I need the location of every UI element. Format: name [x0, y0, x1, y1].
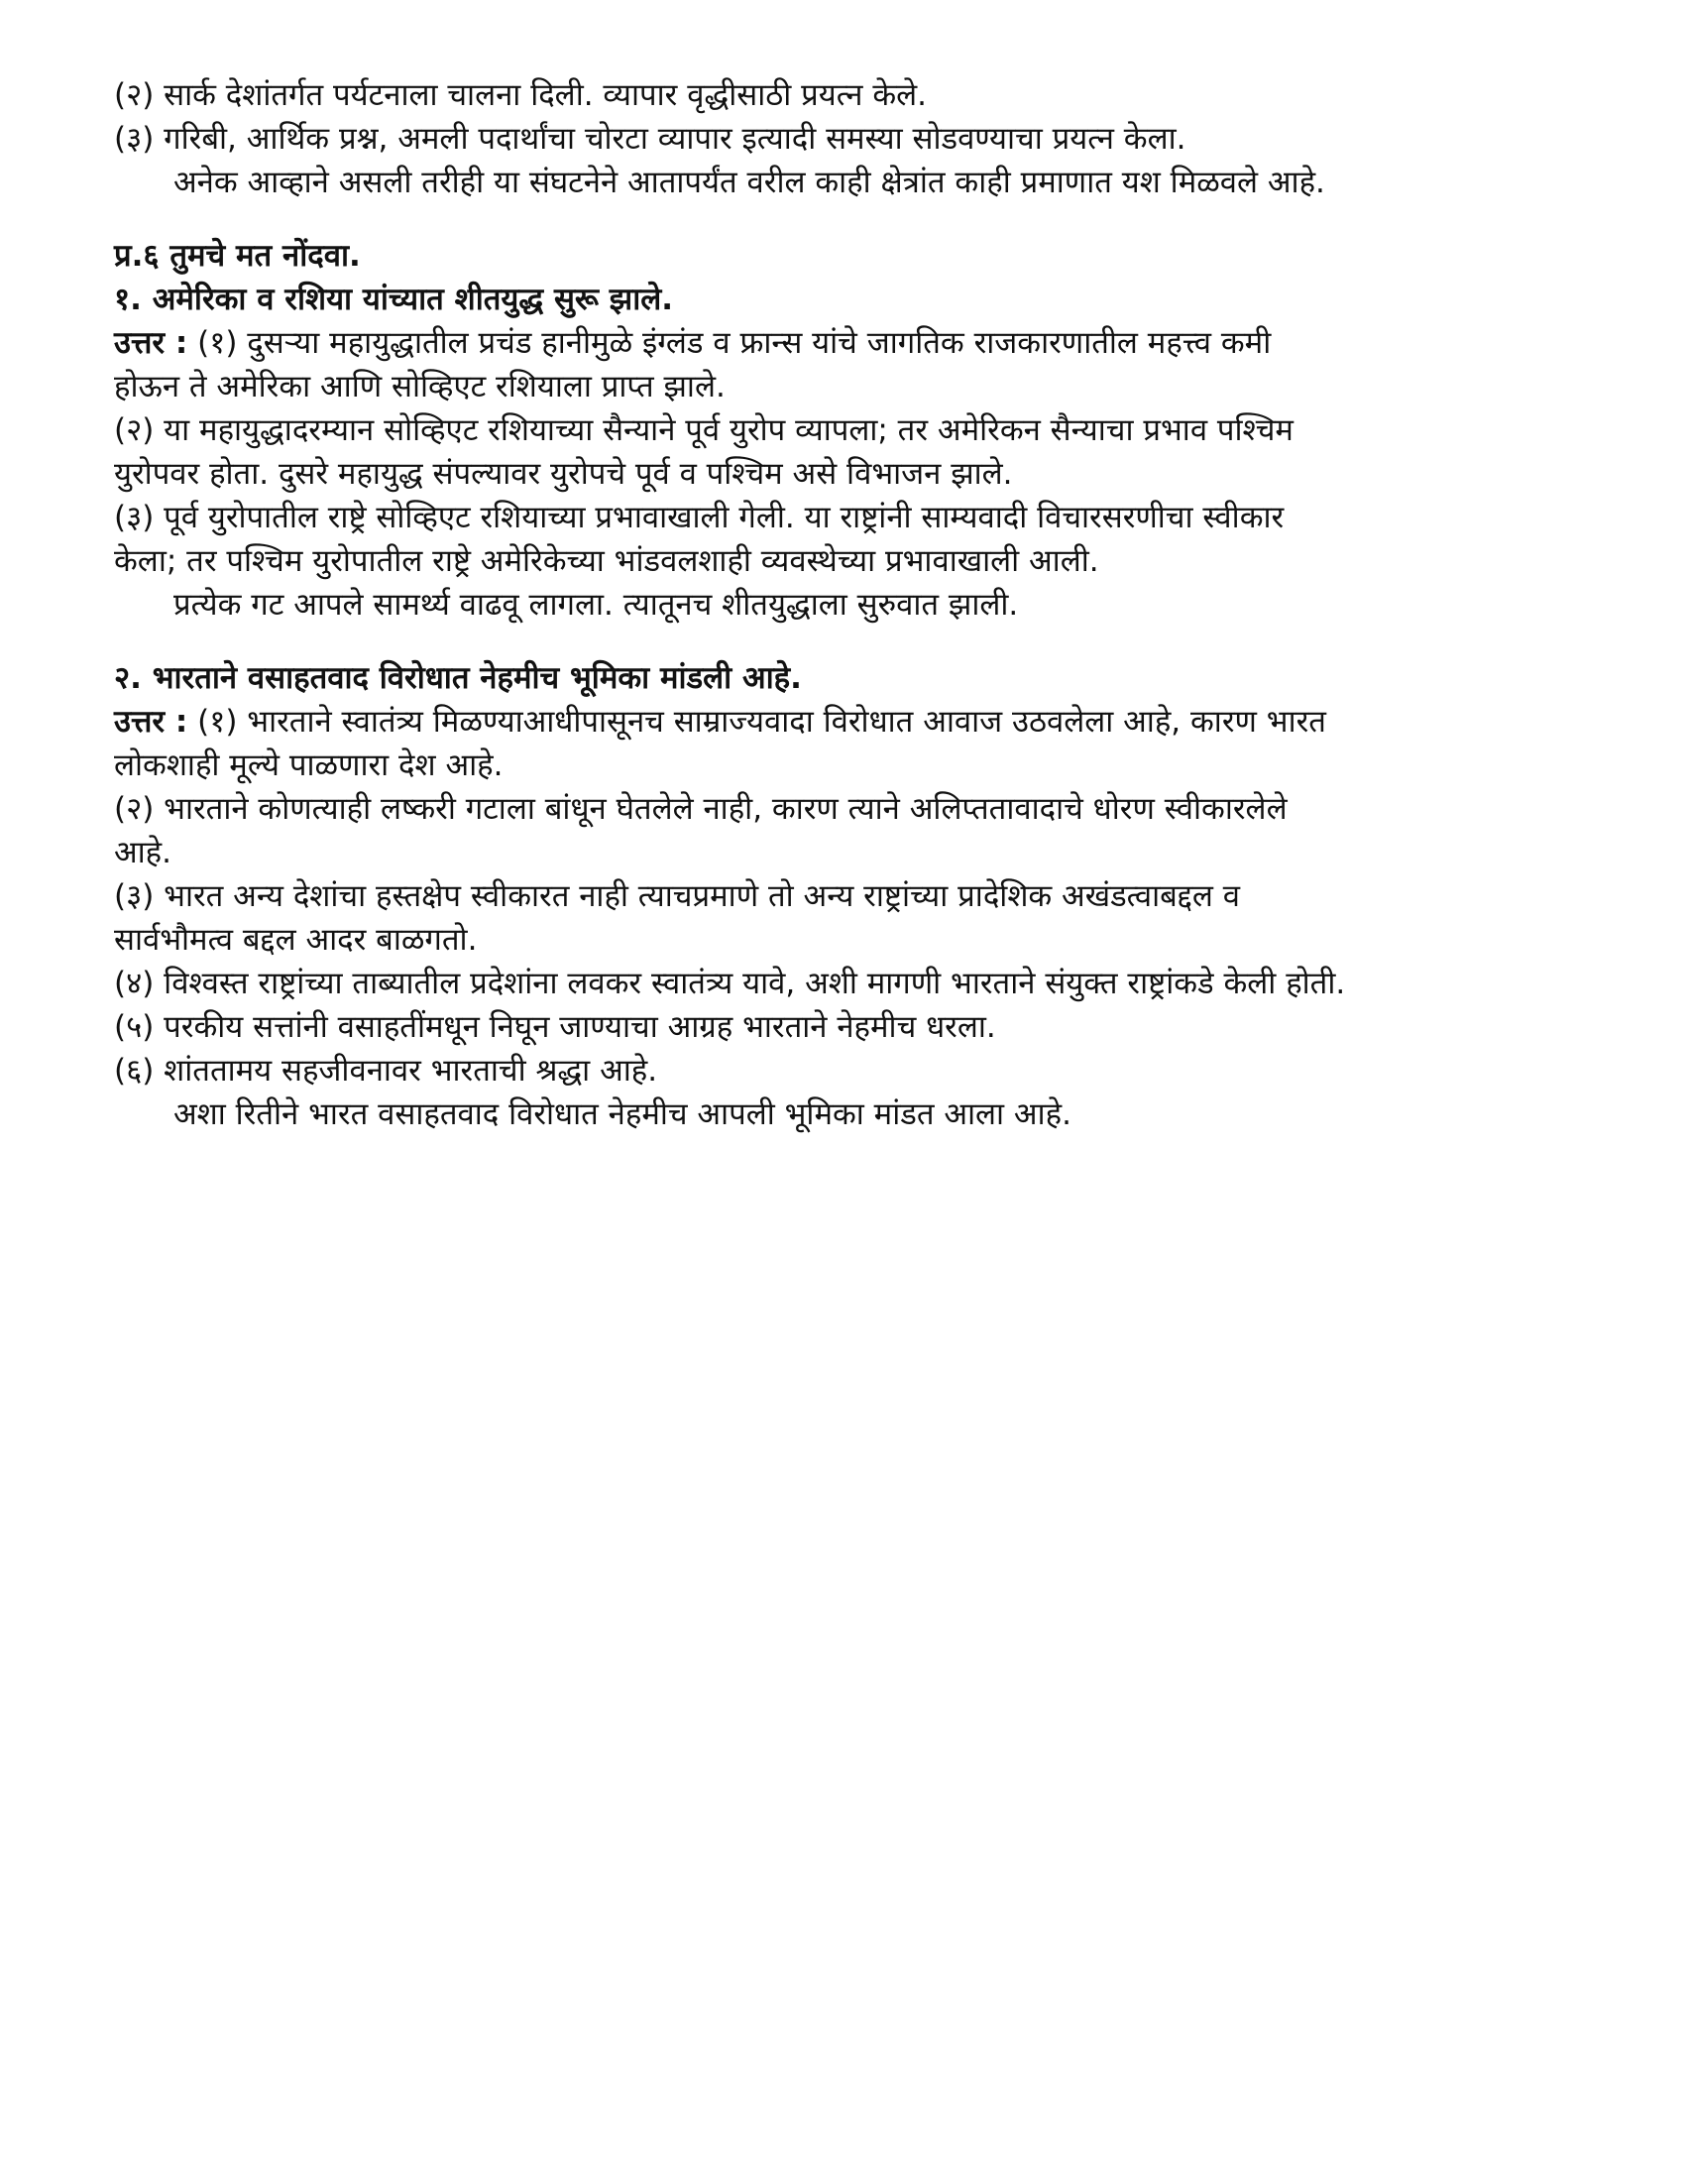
- question-2-answer-line-4: आहे.: [114, 835, 171, 870]
- question-1-answer-line-1: [114, 321, 1601, 365]
- question-1-conclusion: प्रत्येक गट आपले सामर्थ्य वाढवू लागला. त्यातूनच शीतयुद्धाला सुरुवात झाली.: [173, 587, 1019, 623]
- answer-label: उत्तर :: [114, 325, 188, 361]
- question-1-answer-line-3: (२) या महायुद्धादरम्यान सोव्हिएट रशियाच्या सैन्याने पूर्व युरोप व्यापला; तर अमेरिकन सैन्याचा प्रभाव पश्चिम: [114, 412, 1294, 448]
- question-1-answer-line-6: केला; तर पश्चिम युरोपातील राष्ट्रे अमेरिकेच्या भांडवलशाही व्यवस्थेच्या प्रभावाखाली आली.: [114, 543, 1099, 579]
- question-1-answer-line-4: युरोपवर होता. दुसरे महायुद्ध संपल्यावर युरोपचे पूर्व व पश्चिम असे विभाजन झाले.: [114, 456, 1013, 492]
- document-page: [114, 73, 1601, 1136]
- intro-line-1: (२) सार्क देशांतर्गत पर्यटनाला चालना दिली. व्यापार वृद्धीसाठी प्रयत्न केले.: [114, 77, 928, 113]
- answer-label: उत्तर :: [114, 704, 188, 740]
- question-1-answer-line-2: होऊन ते अमेरिका आणि सोव्हिएट रशियाला प्राप्त झाले.: [114, 369, 726, 404]
- intro-line-2: (३) गरिबी, आर्थिक प्रश्न, अमली पदार्थांचा चोरटा व्यापार इत्यादी समस्या सोडवण्याचा प्रयत्न केला.: [114, 121, 1186, 157]
- question-2-answer-line-6: सार्वभौमत्व बद्दल आदर बाळगतो.: [114, 922, 478, 958]
- question-2-answer-line-2: लोकशाही मूल्ये पाळणारा देश आहे.: [114, 747, 504, 783]
- question-2-answer-line-9: (६) शांततामय सहजीवनावर भारताची श्रद्धा आहे.: [114, 1053, 658, 1089]
- question-2-answer-line-3: (२) भारताने कोणत्याही लष्करी गटाला बांधून घेतलेले नाही, कारण त्याने अलिप्ततावादाचे धोरण स्वीकारलेले: [114, 791, 1288, 827]
- section-heading: प्र.६ तुमचे मत नोंदवा.: [114, 238, 361, 274]
- question-2-answer-line-7: (४) विश्वस्त राष्ट्रांच्या ताब्यातील प्रदेशांना लवकर स्वातंत्र्य यावे, अशी मागणी भारताने संयुक्त राष्ट्रांकडे केली होती.: [114, 966, 1346, 1001]
- question-2-conclusion: अशा रितीने भारत वसाहतवाद विरोधात नेहमीच आपली भूमिका मांडत आला आहे.: [173, 1096, 1071, 1132]
- intro-conclusion: अनेक आव्हाने असली तरीही या संघटनेने आतापर्यंत वरील काही क्षेत्रांत काही प्रमाणात यश मिळवले आहे.: [173, 165, 1325, 200]
- question-2-answer-line-5: (३) भारत अन्य देशांचा हस्तक्षेप स्वीकारत नाही त्याचप्रमाणे तो अन्य राष्ट्रांच्या प्रादेशिक अखंडत्वाबद्दल व: [114, 878, 1240, 914]
- question-2-title: २. भारताने वसाहतवाद विरोधात नेहमीच भूमिका मांडली आहे.: [114, 660, 802, 696]
- question-2-answer-line-1: [114, 700, 1601, 744]
- question-1-answer-line-5: (३) पूर्व युरोपातील राष्ट्रे सोव्हिएट रशियाच्या प्रभावाखाली गेली. या राष्ट्रांनी साम्यवादी विचारसरणीचा स्वीकार: [114, 500, 1285, 535]
- question-1-title: १. अमेरिका व रशिया यांच्यात शीतयुद्ध सुरू झाले.: [114, 282, 674, 317]
- answer-text: (१) भारताने स्वातंत्र्य मिळण्याआधीपासूनच साम्राज्यवादा विरोधात आवाज उठवलेला आहे, कारण भारत: [197, 704, 1326, 740]
- answer-text: (१) दुसऱ्या महायुद्धातील प्रचंड हानीमुळे इंग्लंड व फ्रान्स यांचे जागतिक राजकारणातील महत्त्व कमी: [197, 325, 1272, 361]
- question-2-answer-line-8: (५) परकीय सत्तांनी वसाहतींमधून निघून जाण्याचा आग्रह भारताने नेहमीच धरला.: [114, 1009, 996, 1045]
